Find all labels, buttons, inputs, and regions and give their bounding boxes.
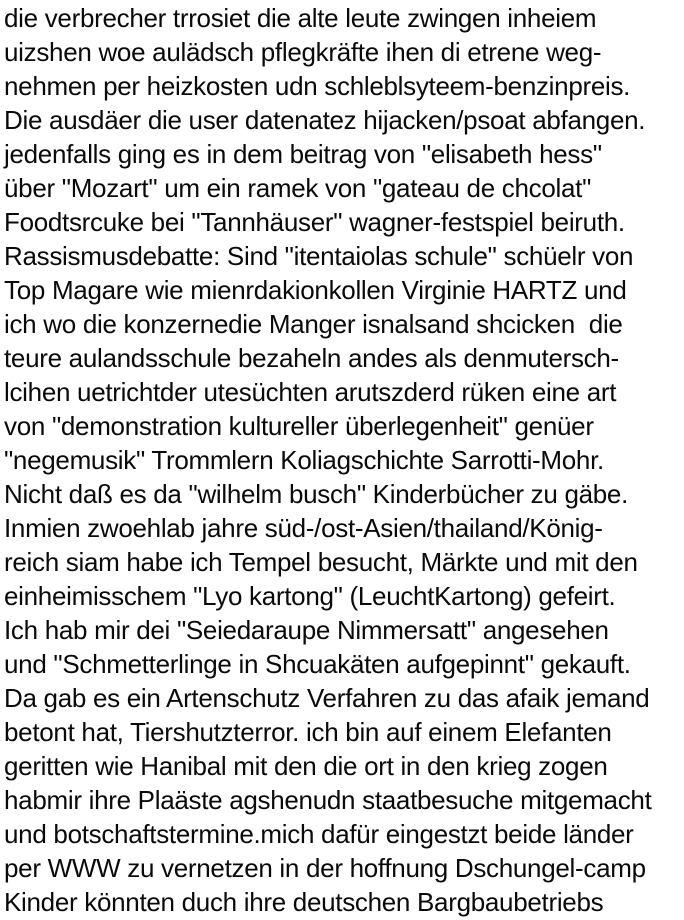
text-line: lcihen uetrichtder utesüchten arutszderd rüken eine art xyxy=(4,377,617,407)
text-line: jedenfalls ging es in dem beitrag von "elisabeth hess" xyxy=(4,139,602,169)
text-line: von "demonstration kultureller überlegenheit" genüer xyxy=(4,411,594,441)
text-line: Nicht daß es da "wilhelm busch" Kinderbücher zu gäbe. xyxy=(4,479,629,509)
text-line: habmir ihre Plaäste agshenudn staatbesuche mitgemacht xyxy=(4,785,652,815)
text-line: Kinder könnten duch ihre deutschen Bargbaubetriebs xyxy=(4,887,604,917)
text-line: betont hat, Tiershutzterror. ich bin auf einem Elefanten xyxy=(4,717,612,747)
text-line: Ich hab mir dei "Seiedaraupe Nimmersatt" angesehen xyxy=(4,615,609,645)
text-line: uizshen woe aulädsch pflegkräfte ihen di etrene weg- xyxy=(4,37,602,67)
text-line: die verbrecher trrosiet die alte leute zwingen inheiem xyxy=(4,3,597,33)
text-line: Top Magare wie mienrdakionkollen Virginie HARTZ und xyxy=(4,275,627,305)
text-line: geritten wie Hanibal mit den die ort in den krieg zogen xyxy=(4,751,608,781)
text-line: Die ausdäer die user datenatez hijacken/psoat abfangen. xyxy=(4,105,646,135)
text-line: Inmien zwoehlab jahre süd-/ost-Asien/thailand/König- xyxy=(4,513,603,543)
paragraph-text xyxy=(4,1,684,919)
text-line: einheimisschem "Lyo kartong" (LeuchtKartong) gefeirt. xyxy=(4,581,616,611)
text-line: per WWW zu vernetzen in der hoffnung Dschungel-camp xyxy=(4,853,646,883)
text-line: ich wo die konzernedie Manger isnalsand shcicken die xyxy=(4,309,623,339)
text-line: "negemusik" Trommlern Koliagschichte Sarrotti-Mohr. xyxy=(4,445,604,475)
text-line: über "Mozart" um ein ramek von "gateau de chcolat" xyxy=(4,173,591,203)
text-line: nehmen per heizkosten udn schleblsyteem-benzinpreis. xyxy=(4,71,631,101)
text-line: Foodtsrcuke bei "Tannhäuser" wagner-festspiel beiruth. xyxy=(4,207,625,237)
text-line: und "Schmetterlinge in Shcuakäten aufgepinnt" gekauft. xyxy=(4,649,631,679)
text-line: reich siam habe ich Tempel besucht, Märkte und mit den xyxy=(4,547,638,577)
text-line: Rassismusdebatte: Sind "itentaiolas schule" schüelr von xyxy=(4,241,634,271)
text-line: und botschaftstermine.mich dafür eingestzt beide länder xyxy=(4,819,634,849)
text-line: Da gab es ein Artenschutz Verfahren zu das afaik jemand xyxy=(4,683,650,713)
text-line: teure aulandsschule bezaheln andes als denmutersch- xyxy=(4,343,619,373)
